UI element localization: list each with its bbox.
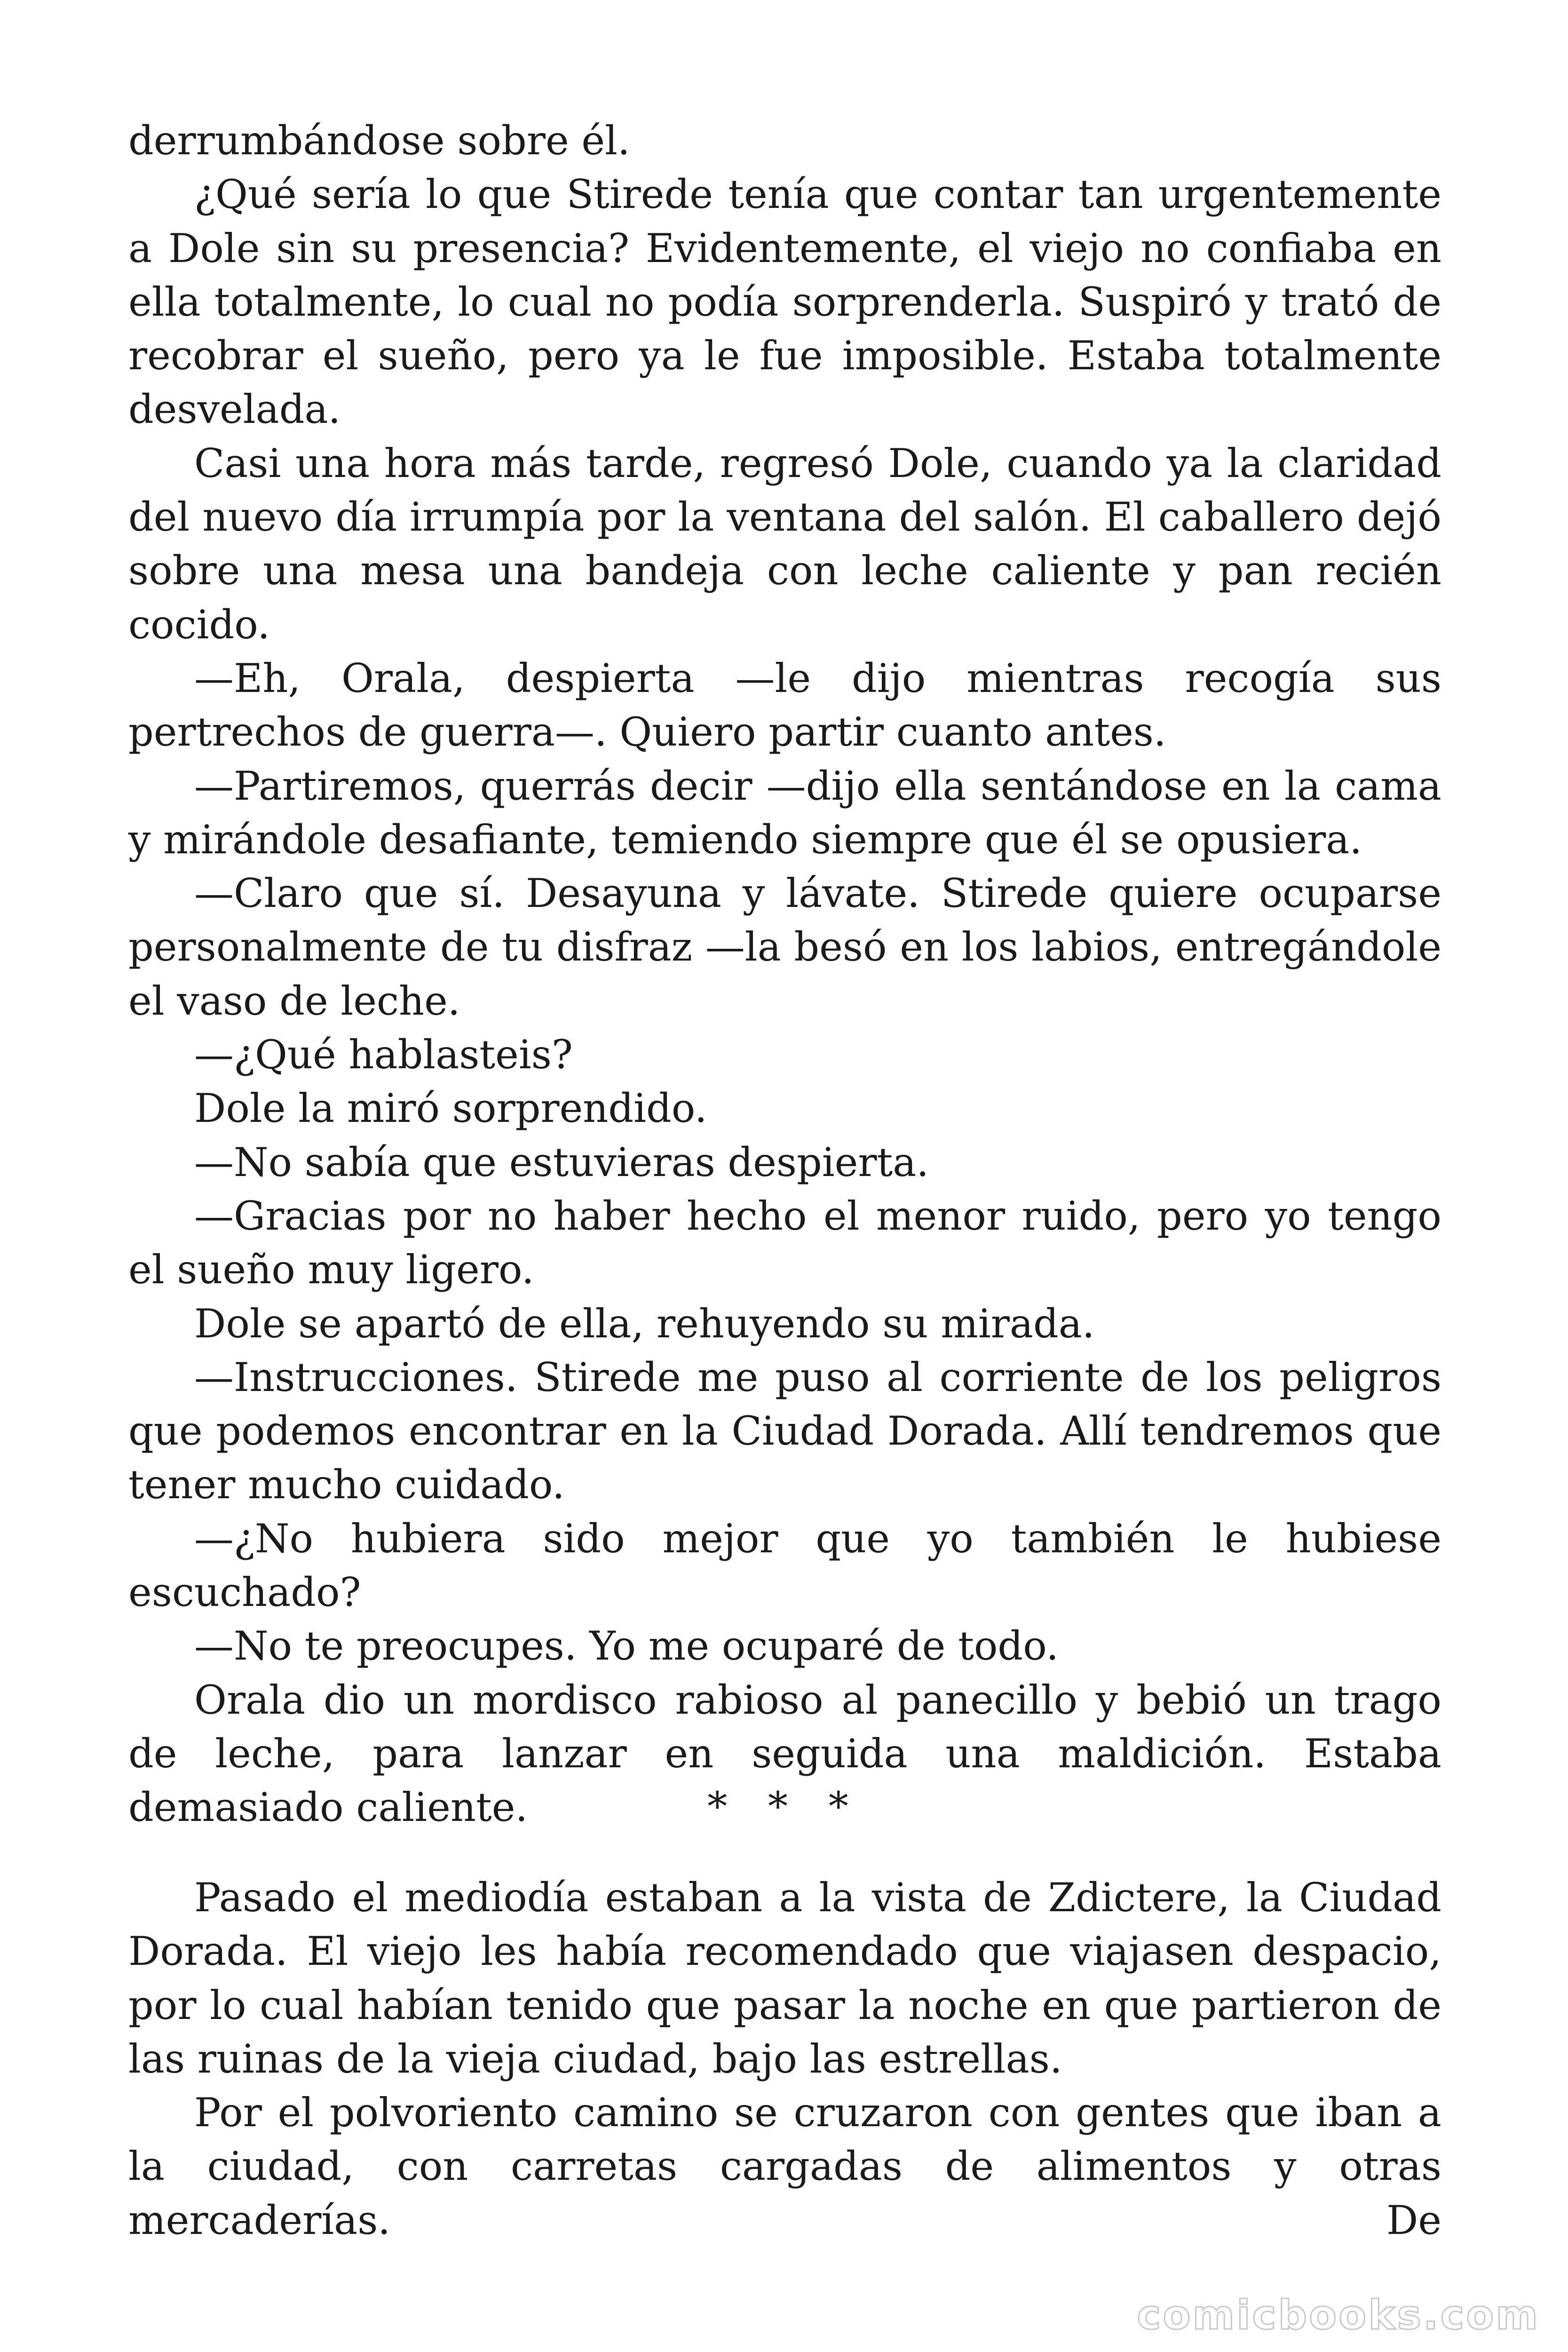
scene-break: * * * [707,1783,863,1829]
watermark: comicbooks.com [1137,2292,1540,2339]
paragraph: Por el polvoriento camino se cruzaron con gentes que iban a la ciudad, con carretas cargadas de alimentos y otras mercaderías. De [128,2090,1441,2243]
paragraph: —Instrucciones. Stirede me puso al corriente de los peligros que podemos encontrar en la Ciudad Dorada. Allí tendremos que tener mucho cuidado. [128,1354,1441,1508]
text-block-before-break [128,114,1441,1835]
paragraph: —¿No hubiera sido mejor que yo también le hubiese escuchado? [128,1515,1441,1616]
paragraph: Dole la miró sorprendido. [194,1085,707,1132]
paragraph: —Gracias por no haber hecho el menor ruido, pero yo tengo el sueño muy ligero. [128,1192,1441,1293]
paragraph: Dole se apartó de ella, rehuyendo su mirada. [194,1300,1095,1347]
text-block-after-break [128,1871,1441,2247]
paragraph: derrumbándose sobre él. [128,118,630,164]
paragraph: —¿Qué hablasteis? [194,1032,573,1078]
paragraph: —Claro que sí. Desayuna y lávate. Stirede quiere ocuparse personalmente de tu disfraz —la besó en los labios, entregándole el vaso de leche. [128,870,1441,1024]
paragraph: Casi una hora más tarde, regresó Dole, cuando ya la claridad del nuevo día irrumpía por la ventana del salón. El caballero dejó sobre una mesa una bandeja con leche caliente y pan recién cocido. [128,440,1441,648]
paragraph: ¿Qué sería lo que Stirede tenía que contar tan urgentemente a Dole sin su presencia? Evidentemente, el viejo no confiaba en ella totalmente, lo cual no podía sorprenderla. Suspiró y trató de recobrar el sueño, pero ya le fue imposible. Estaba totalmente desvelada. [128,171,1441,433]
paragraph: Orala dio un mordisco rabioso al panecillo y bebió un trago de leche, para lanzar en seguida una maldición. Estaba demasiado caliente. [128,1677,1441,1831]
paragraph: Pasado el mediodía estaban a la vista de Zdictere, la Ciudad Dorada. El viejo les había recomendado que viajasen despacio, por lo cual habían tenido que pasar la noche en que partieron de las ruinas de la vieja ciudad, bajo las estrellas. [128,1875,1441,2082]
paragraph: —Eh, Orala, despierta —le dijo mientras recogía sus pertrechos de guerra—. Quiero partir cuanto antes. [128,655,1441,755]
paragraph: —No sabía que estuvieras despierta. [194,1139,929,1185]
paragraph: —No te preocupes. Yo me ocuparé de todo. [194,1623,1059,1669]
paragraph: —Partiremos, querrás decir —dijo ella sentándose en la cama y mirándole desafiante, temiendo siempre que él se opusiera. [128,763,1441,863]
